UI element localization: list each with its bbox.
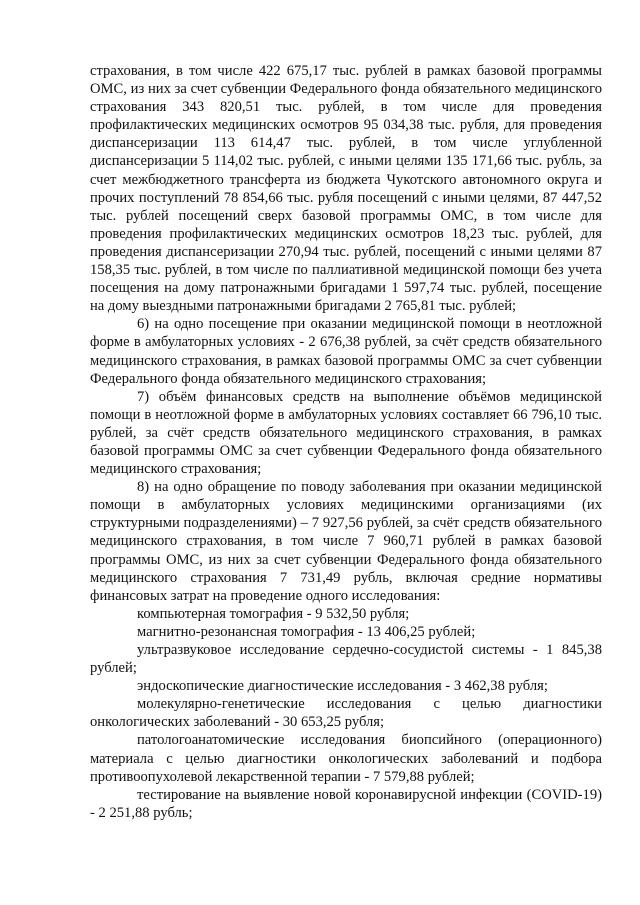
- list-item-mri: магнитно-резонансная томография - 13 406,25 рублей;: [137, 623, 476, 640]
- list-item-endoscopy: эндоскопические диагностические исследования - 3 462,38 рубля;: [137, 678, 548, 695]
- list-item-ultrasound: ультразвуковое исследование сердечно-сосудистой системы - 1 845,38 рублей;: [90, 642, 602, 677]
- list-item-ct: компьютерная томография - 9 532,50 рубля;: [137, 605, 410, 622]
- list-item-molecular-genetic: молекулярно-генетические исследования с целью диагностики онкологических заболеваний - 30 653,25 рубля;: [90, 696, 602, 731]
- document-page: [90, 62, 602, 822]
- list-item-pathology: патологоанатомические исследования биопсийного (операционного) материала с целью диагностики онкологических заболеваний и подбора противоопухолевой лекарственной терапии - 7 579,88 рублей;: [90, 732, 602, 785]
- paragraph-item-6: 6) на одно посещение при оказании медицинской помощи в неотложной форме в амбулаторных условиях - 2 676,38 рублей, за счёт средств обязательного медицинского страхования, в рамках базовой программы ОМС за счет субвенции Федерального фонда обязательного медицинского страхования;: [90, 316, 602, 387]
- paragraph-continuation: страхования, в том числе 422 675,17 тыс. рублей в рамках базовой программы ОМС, из них за счет субвенции Федерального фонда обязательного медицинского страхования 343 820,51 тыс. рублей, в том числе для проведения профилактических медицинских осмотров 95 034,38 тыс. рубля, для проведения диспансеризации 113 614,47 тыс. рублей, в том числе углубленной диспансеризации 5 114,02 тыс. рублей, с иными целями 135 171,66 тыс. рубль, за счет межбюджетного трансферта из бюджета Чукотского автономного округа и прочих поступлений 78 854,66 тыс. рубля посещений с иными целями, 87 447,52 тыс. рублей посещений сверх базовой программы ОМС, в том числе для проведения профилактических медицинских осмотров 18,23 тыс. рублей, для проведения диспансеризации 270,94 тыс. рублей, посещений с иными целями 87 158,35 тыс. рублей, в том числе по паллиативной медицинской помощи без учета посещения на дому патронажными бригадами 1 597,74 тыс. рублей, посещение на дому выездными патронажными бригадами 2 765,81 тыс. рублей;: [90, 63, 602, 315]
- list-item-covid-test: тестирование на выявление новой коронавирусной инфекции (COVID-19) - 2 251,88 рубль;: [90, 786, 602, 821]
- paragraph-item-7: 7) объём финансовых средств на выполнение объёмов медицинской помощи в неотложной форме в амбулаторных условиях составляет 66 796,10 тыс. рублей, за счёт средств обязательного медицинского страхования, в рамках базовой программы ОМС за счет субвенции Федерального фонда обязательного медицинского страхования;: [90, 388, 602, 478]
- paragraph-item-8: 8) на одно обращение по поводу заболевания при оказании медицинской помощи в амбулаторных условиях медицинскими организациями (их структурными подразделениями) – 7 927,56 рублей, за счёт средств обязательного медицинского страхования, в том числе 7 960,71 рублей в рамках базовой программы ОМС, из них за счет субвенции Федерального фонда обязательного медицинского страхования 7 731,49 рубль, включая средние нормативы финансовых затрат на проведение одного исследования:: [90, 479, 602, 604]
